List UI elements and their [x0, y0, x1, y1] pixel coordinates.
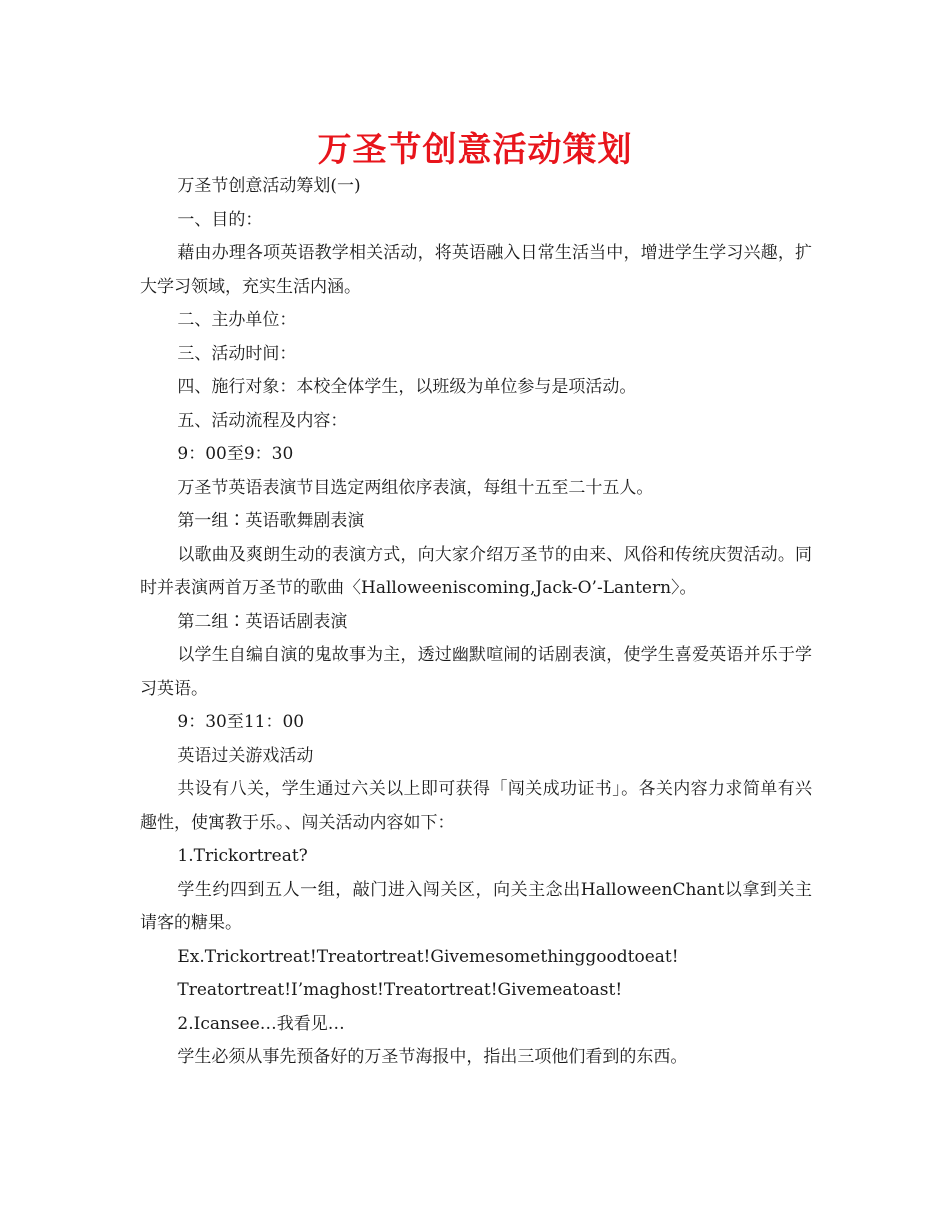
paragraph: 以歌曲及爽朗生动的表演方式，向大家介绍万圣节的由来、风俗和传统庆贺活动。同时并表演两首万圣节的歌曲〈Halloweeniscoming,Jack-O’-Lantern〉。 — [140, 544, 812, 598]
paragraph: 藉由办理各项英语教学相关活动，将英语融入日常生活当中，增进学生学习兴趣，扩大学习领域，充实生活内涵。 — [140, 243, 812, 297]
document-title: 万圣节创意活动策划 — [317, 130, 633, 170]
paragraph: 万圣节英语表演节目选定两组依序表演，每组十五至二十五人。 — [177, 477, 654, 498]
paragraph: 以学生自编自演的鬼故事为主，透过幽默喧闹的话剧表演，使学生喜爱英语并乐于学习英语。 — [140, 645, 812, 699]
paragraph: 9：30至11：00 — [177, 712, 305, 732]
paragraph: 英语过关游戏活动 — [177, 745, 314, 766]
paragraph: 万圣节创意活动筹划(一) — [177, 176, 361, 196]
paragraph: 一、目的： — [177, 209, 263, 230]
paragraph: 9：00至9：30 — [177, 444, 294, 464]
paragraph: 第一组∶英语歌舞剧表演 — [177, 511, 365, 531]
paragraph: 四、施行对象：本校全体学生，以班级为单位参与是项活动。 — [177, 377, 637, 397]
paragraph: 学生约四到五人一组，敲门进入闯关区，向关主念出HalloweenChant以拿到关主请客的糖果。 — [140, 879, 812, 933]
paragraph: 二、主办单位： — [177, 310, 297, 330]
paragraph: 2.Icansee…我看见… — [177, 1013, 345, 1034]
paragraph: 第二组∶英语话剧表演 — [177, 611, 348, 632]
paragraph: 1.Trickortreat? — [177, 846, 308, 866]
paragraph: Ex.Trickortreat!Treatortreat!Givemesomethinggoodtoeat! — [177, 946, 679, 967]
document-body — [140, 170, 812, 1075]
paragraph: 学生必须从事先预备好的万圣节海报中，指出三项他们看到的东西。 — [177, 1047, 688, 1067]
paragraph: Treatortreat!I’maghost!Treatortreat!Givemeatoast! — [177, 980, 623, 1000]
paragraph: 五、活动流程及内容： — [177, 410, 348, 431]
paragraph: 共设有八关，学生通过六关以上即可获得「闯关成功证书」。各关内容力求简单有兴趣性，使寓教于乐。、闯关活动内容如下： — [140, 779, 812, 833]
paragraph: 三、活动时间： — [177, 343, 297, 364]
